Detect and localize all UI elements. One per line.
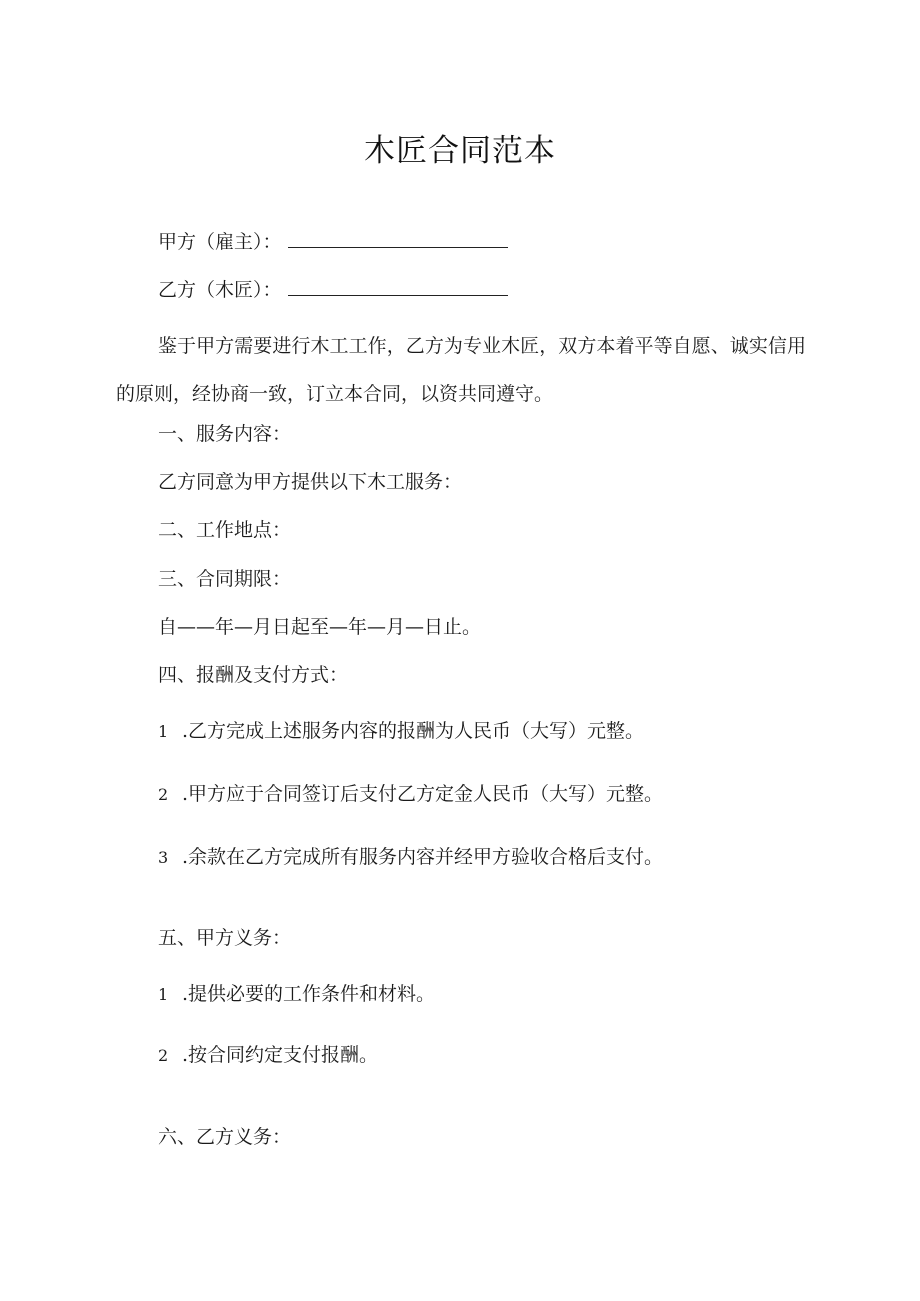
party-a-row	[158, 229, 508, 255]
section-3-text: 自——年—月日起至—年—月—日止。	[158, 616, 482, 638]
list-item	[158, 844, 663, 871]
list-item	[158, 981, 435, 1008]
party-b-row	[158, 277, 508, 303]
party-b-label: 乙方（木匠）：	[158, 279, 282, 301]
item-text: .乙方完成上述服务内容的报酬为人民币（大写）元整。	[182, 720, 645, 742]
section-3-heading: 三、合同期限：	[158, 568, 292, 590]
list-item	[158, 718, 644, 745]
item-number: 1	[158, 722, 169, 741]
item-number: 3	[158, 848, 169, 867]
item-text: .按合同约定支付报酬。	[182, 1044, 379, 1066]
item-number: 2	[158, 785, 169, 804]
section-4-heading: 四、报酬及支付方式：	[158, 664, 349, 686]
section-5-heading: 五、甲方义务：	[158, 927, 292, 949]
item-text: .甲方应于合同签订后支付乙方定金人民币（大写）元整。	[182, 783, 664, 805]
item-text: .提供必要的工作条件和材料。	[182, 983, 436, 1005]
list-item	[158, 781, 663, 808]
intro-paragraph: 鉴于甲方需要进行木工工作，乙方为专业木匠，双方本着平等自愿、诚实信用的原则，经协商一致，订立本合同，以资共同遵守。	[116, 335, 806, 405]
item-number: 1	[158, 985, 169, 1004]
section-1-text: 乙方同意为甲方提供以下木工服务：	[158, 471, 463, 493]
item-number: 2	[158, 1046, 169, 1065]
item-text: .余款在乙方完成所有服务内容并经甲方验收合格后支付。	[182, 846, 664, 868]
page-title: 木匠合同范本	[364, 133, 556, 169]
list-item	[158, 1042, 378, 1069]
party-a-blank	[288, 231, 508, 248]
section-6-heading: 六、乙方义务：	[158, 1126, 292, 1148]
party-a-label: 甲方（雇主）：	[158, 231, 282, 253]
section-1-heading: 一、服务内容：	[158, 423, 292, 445]
party-b-blank	[288, 279, 508, 296]
section-2-heading: 二、工作地点：	[158, 519, 292, 541]
